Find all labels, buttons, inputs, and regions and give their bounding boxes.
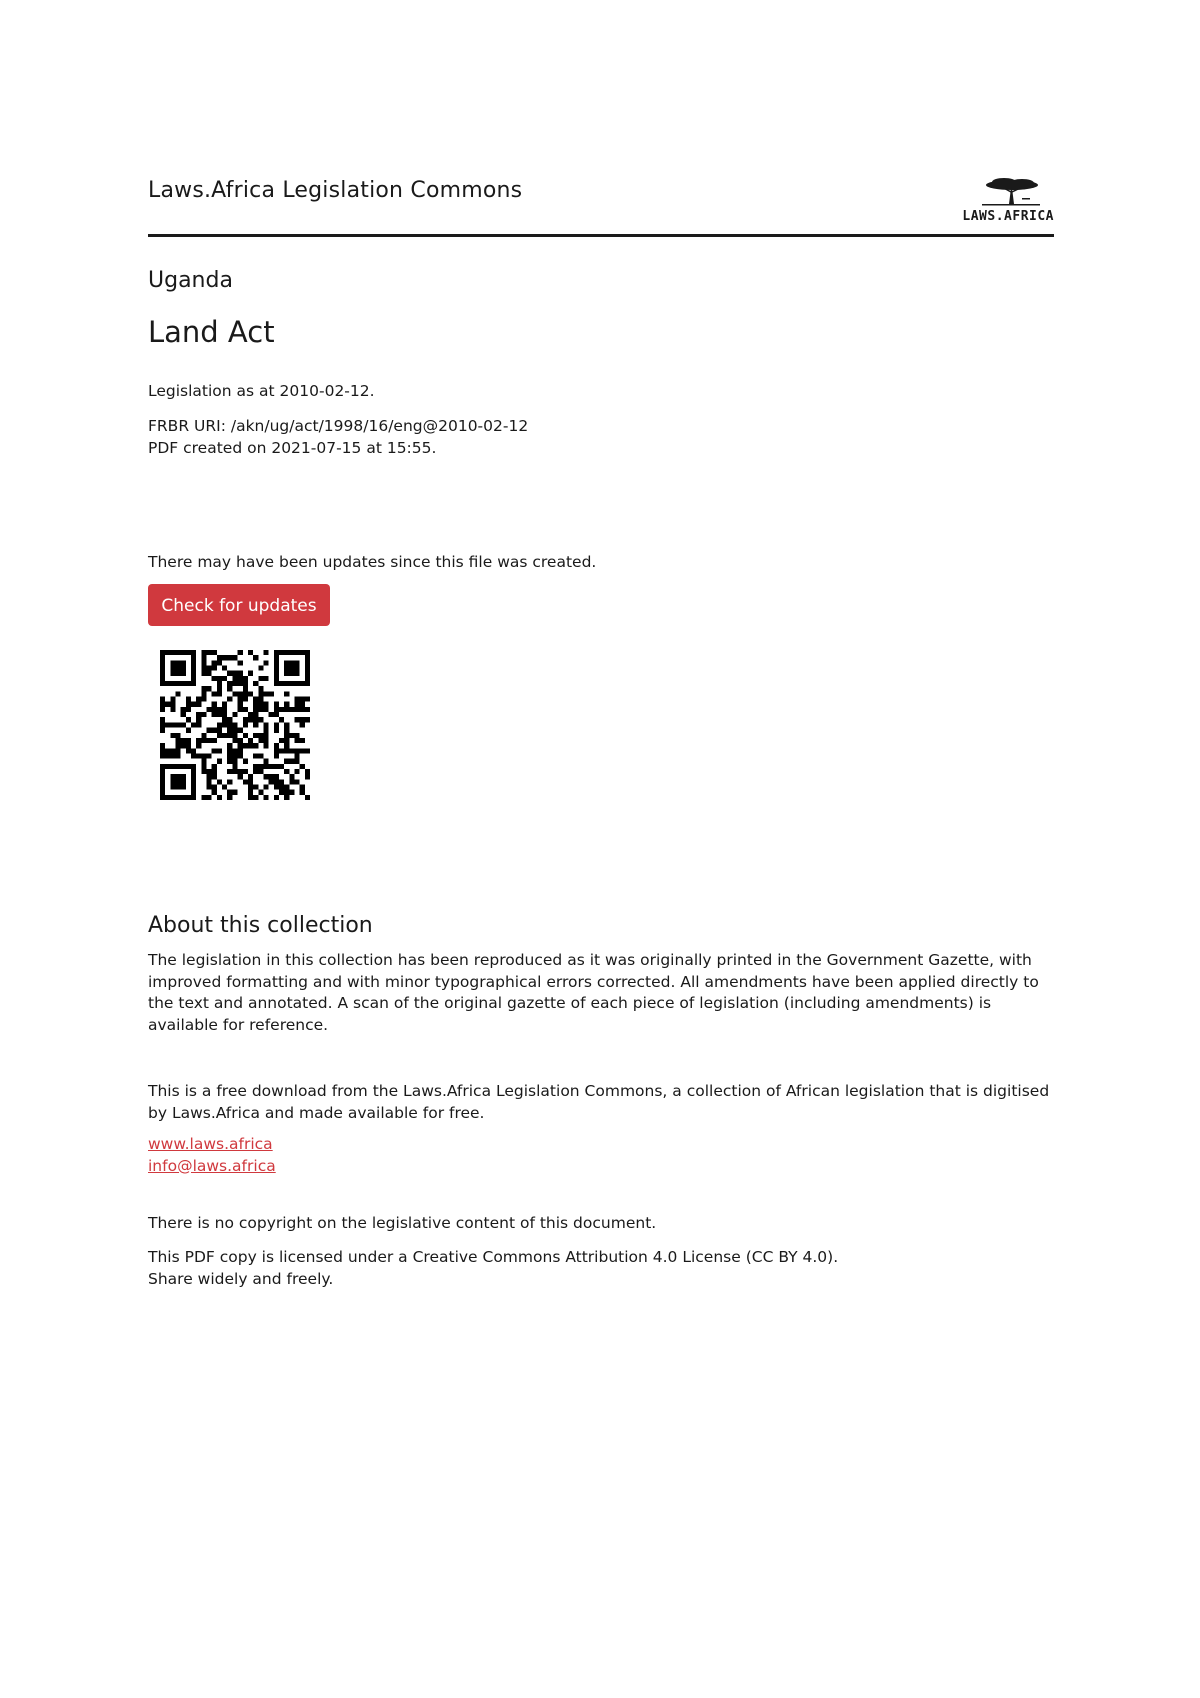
logo-wordmark: LAWS.AFRICA [962,209,1054,224]
website-link[interactable]: www.laws.africa [148,1135,273,1153]
qr-code-icon[interactable] [160,650,310,800]
laws-africa-logo [962,176,1054,224]
country-label: Uganda [148,268,233,293]
about-heading: About this collection [148,913,373,938]
act-title: Land Act [148,315,275,349]
license-notice [148,1247,838,1290]
license-line: This PDF copy is licensed under a Creative Commons Attribution 4.0 License (CC BY 4.0). [148,1248,839,1266]
updates-note: There may have been updates since this file was created. [148,553,597,571]
check-for-updates-button[interactable]: Check for updates [148,584,330,626]
copyright-notice: There is no copyright on the legislative content of this document. [148,1214,657,1232]
contact-links [148,1134,276,1177]
about-paragraph: The legislation in this collection has been reproduced as it was originally printed in the Government Gazette, with improved formatting and with minor typographical errors corrected. All amendments have been applied directly to the text and annotated. A scan of the original gazette of each piece of legislation (including amendments) is available for reference. [148,951,1039,1034]
document-metadata [148,415,528,459]
collection-title: Laws.Africa Legislation Commons [148,178,523,203]
frbr-uri: FRBR URI: /akn/ug/act/1998/16/eng@2010-02-12 [148,417,529,435]
free-download-paragraph: This is a free download from the Laws.Africa Legislation Commons, a collection of African legislation that is digitised by Laws.Africa and made available for free. [148,1082,1050,1122]
pdf-created-date: PDF created on 2021-07-15 at 15:55. [148,439,437,457]
share-line: Share widely and freely. [148,1269,334,1288]
email-link[interactable]: info@laws.africa [148,1156,276,1175]
legislation-as-at: Legislation as at 2010-02-12. [148,382,375,400]
acacia-tree-logo-icon [974,176,1048,210]
page-header [148,160,1054,237]
